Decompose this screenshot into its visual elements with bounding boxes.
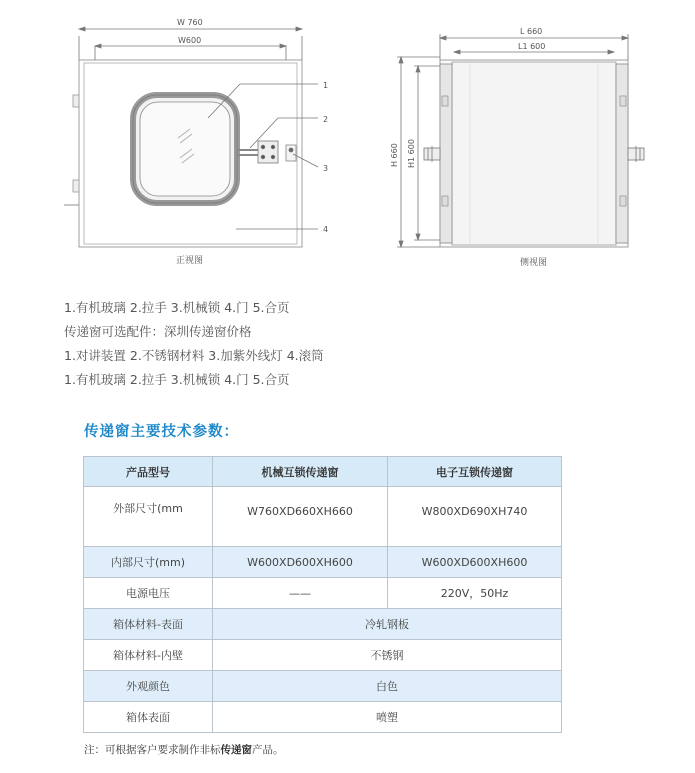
header-mechanical: 机械互锁传递窗 [213, 457, 388, 487]
cell-value: 220V，50Hz [388, 578, 562, 609]
cell-value-merged: 喷塑 [213, 702, 562, 733]
row-label: 内部尺寸(mm) [84, 547, 213, 578]
cell-value: W600XD600XH600 [388, 547, 562, 578]
footnote-bold: 传递窗 [220, 744, 252, 756]
callout-3: 3 [323, 164, 329, 173]
table-row [84, 609, 562, 640]
table-row [84, 487, 562, 547]
header-model: 产品型号 [84, 457, 213, 487]
row-label: 外部尺寸(mm [84, 487, 213, 547]
section-title: 传递窗主要技术参数： [84, 424, 239, 440]
header-electronic: 电子互锁传递窗 [388, 457, 562, 487]
callout-4: 4 [323, 225, 329, 234]
dim-outer-width: W 760 [177, 18, 203, 27]
cell-value: W800XD690XH740 [388, 487, 562, 547]
row-label: 外观颜色 [84, 671, 213, 702]
table-header-row [84, 457, 562, 487]
cell-value: W760XD660XH660 [213, 487, 388, 547]
table-row [84, 640, 562, 671]
spec-table [83, 456, 562, 733]
row-label: 箱体材料-内壁 [84, 640, 213, 671]
description-line: 1.有机玻璃 2.拉手 3.机械锁 4.门 5.合页 [64, 300, 290, 315]
description-lines [64, 296, 324, 392]
description-line: 传递窗可选配件：深圳传递窗价格 [64, 324, 252, 339]
footnote-prefix: 注：可根据客户要求制作非标 [84, 744, 221, 756]
table-row [84, 547, 562, 578]
dim-side-outer-length: L 660 [520, 27, 543, 36]
side-view-caption: 侧视图 [520, 258, 548, 268]
cell-value: W600XD600XH600 [213, 547, 388, 578]
table-row [84, 702, 562, 733]
cell-value: —— [213, 578, 388, 609]
row-label: 电源电压 [84, 578, 213, 609]
table-row [84, 671, 562, 702]
cell-value-merged: 冷轧钢板 [213, 609, 562, 640]
callout-2: 2 [323, 115, 329, 124]
cell-value-merged: 白色 [213, 671, 562, 702]
technical-drawings [0, 0, 695, 275]
cell-value-merged: 不锈钢 [213, 640, 562, 671]
dim-inner-width: W600 [178, 36, 202, 45]
front-view-caption: 正视图 [176, 256, 204, 266]
callout-1: 1 [323, 81, 329, 90]
dim-side-outer-height: H 660 [390, 143, 399, 167]
dim-side-inner-length: L1 600 [518, 42, 546, 51]
row-label: 箱体表面 [84, 702, 213, 733]
dim-side-inner-height: H1 600 [407, 139, 416, 168]
table-row [84, 578, 562, 609]
footnote-suffix: 产品。 [252, 744, 284, 756]
row-label: 箱体材料-表面 [84, 609, 213, 640]
description-line: 1.有机玻璃 2.拉手 3.机械锁 4.门 5.合页 [64, 372, 290, 387]
footnote [84, 742, 284, 757]
front-view-drawing [64, 27, 318, 247]
side-view-drawing [397, 34, 644, 247]
description-line: 1.对讲装置 2.不锈钢材料 3.加紫外线灯 4.滚筒 [64, 348, 324, 363]
